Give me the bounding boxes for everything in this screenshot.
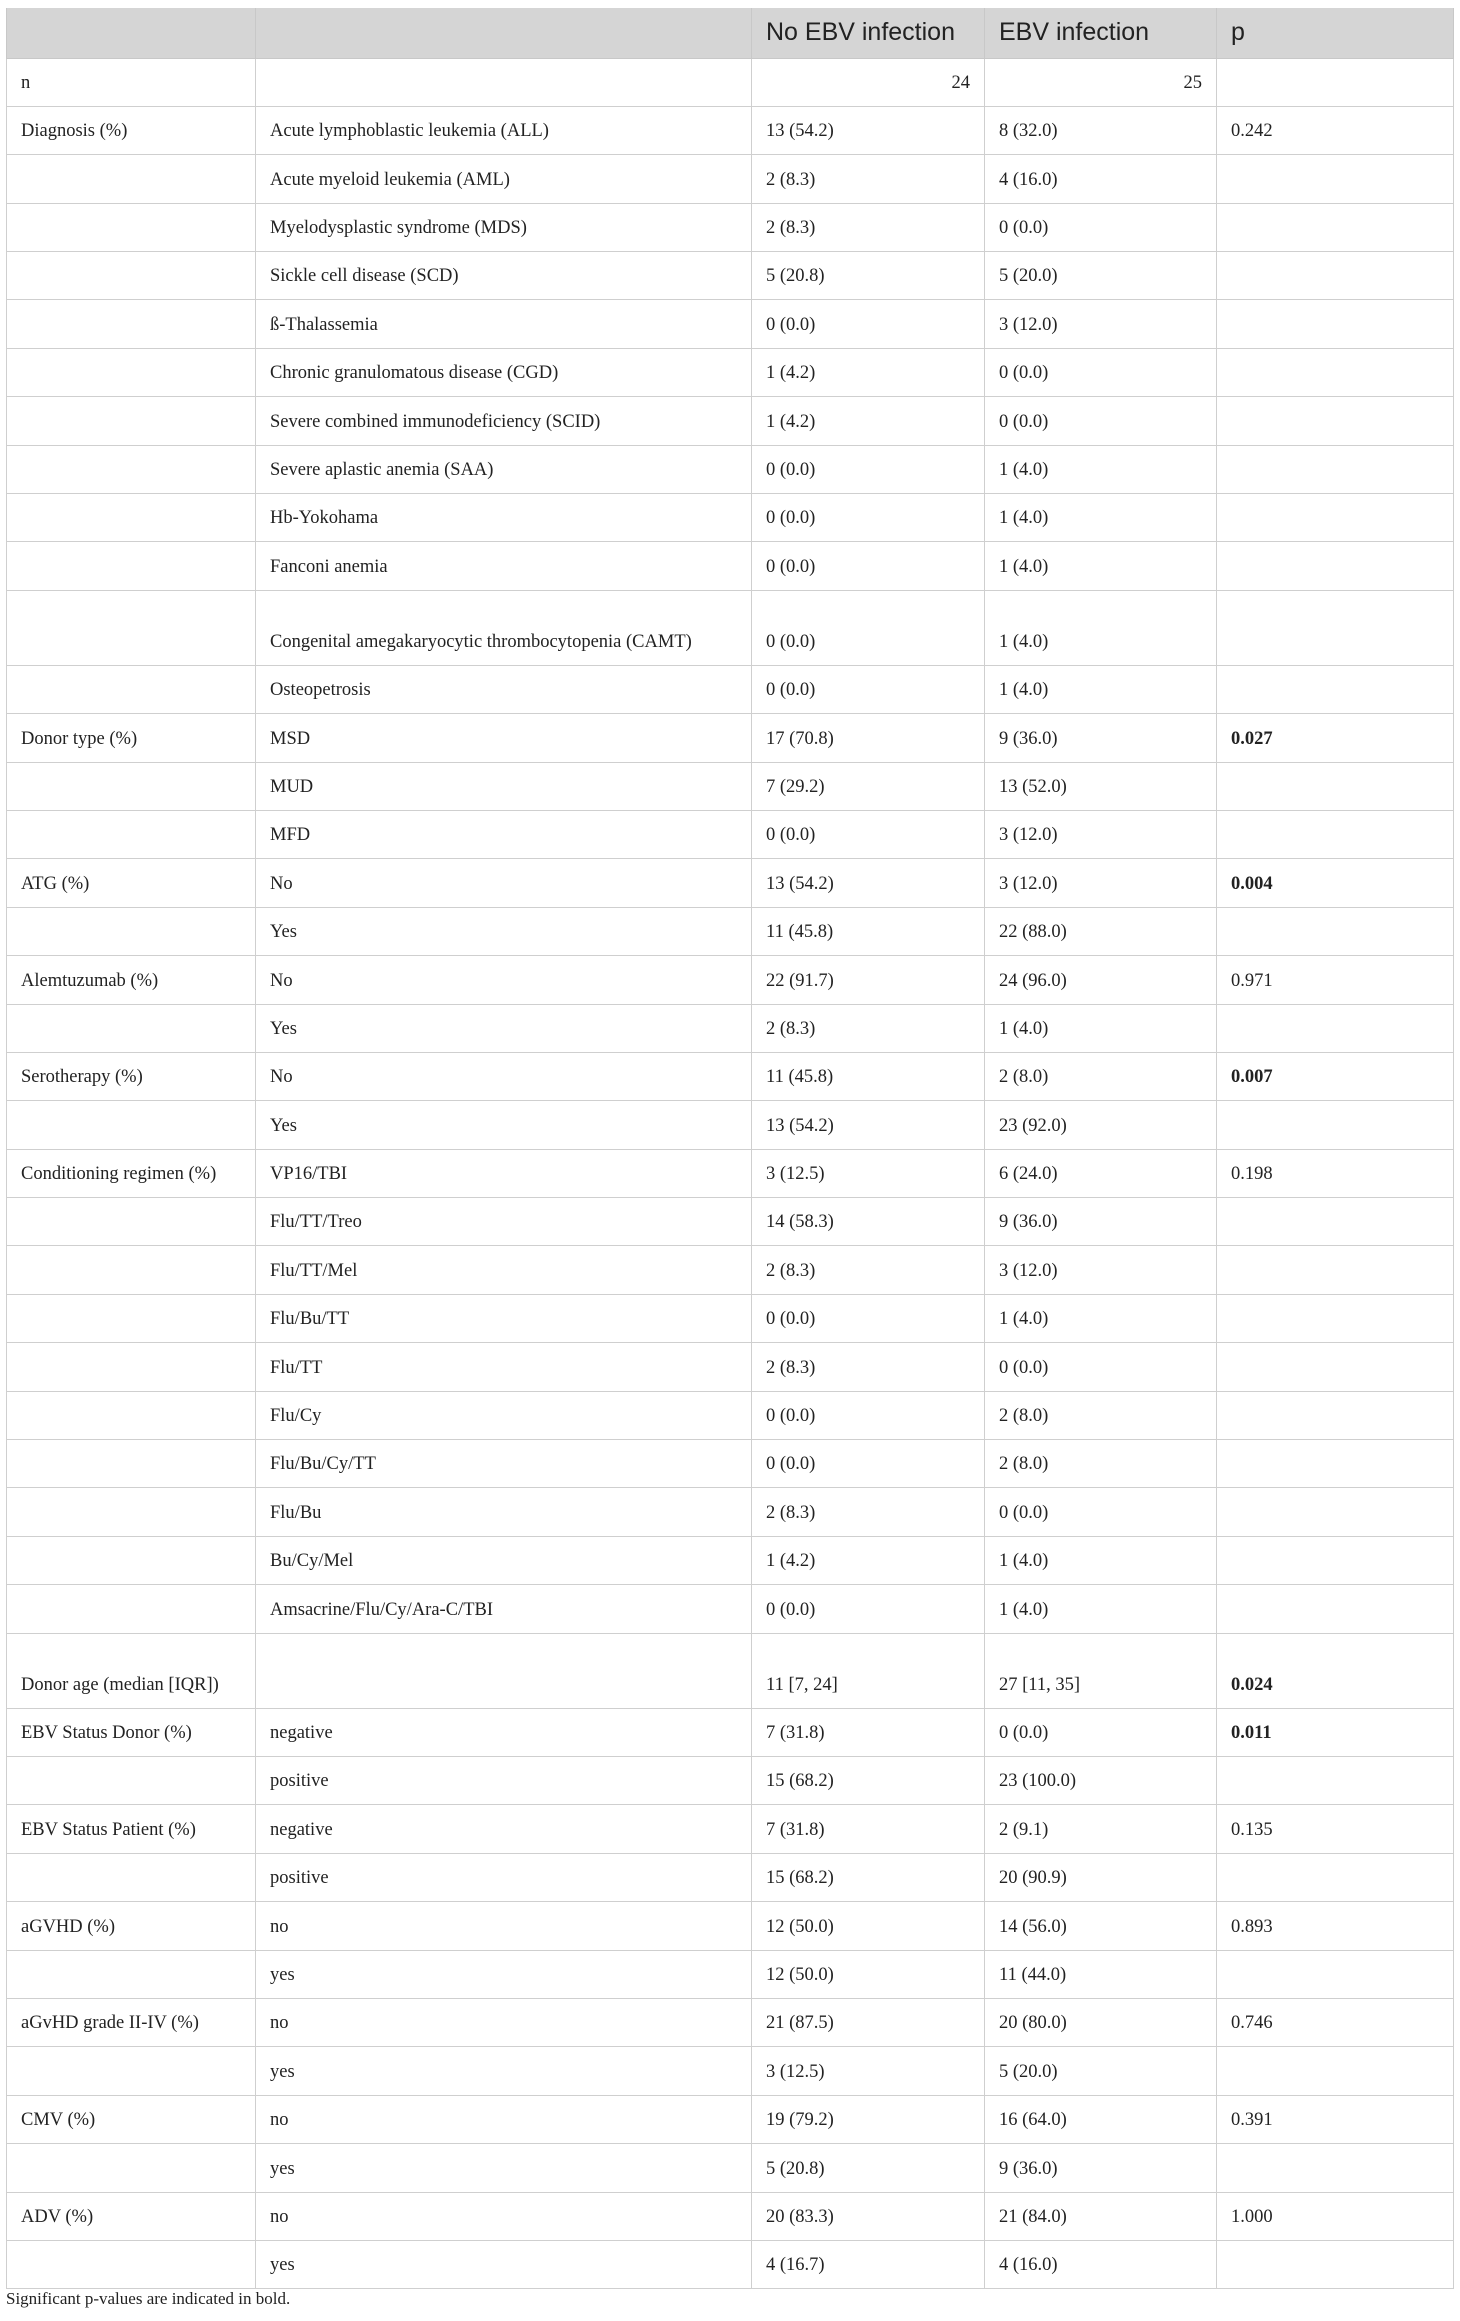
- cell-no-ebv: 11 (45.8): [752, 1052, 985, 1100]
- cell-p-value: 0.007: [1217, 1052, 1454, 1100]
- cell-level: no: [256, 1998, 752, 2046]
- cell-level: Bu/Cy/Mel: [256, 1536, 752, 1584]
- table-row: [7, 1633, 1454, 1708]
- table-row: [7, 762, 1454, 810]
- cell-no-ebv: 4 (16.7): [752, 2240, 985, 2288]
- cell-level: yes: [256, 2240, 752, 2288]
- cell-group: [7, 300, 256, 348]
- cell-ebv: 2 (9.1): [985, 1805, 1217, 1853]
- table-header-row: [7, 8, 1454, 58]
- cell-p-value: [1217, 1391, 1454, 1439]
- cell-group: [7, 1343, 256, 1391]
- cell-ebv: 13 (52.0): [985, 762, 1217, 810]
- cell-level: Flu/Bu: [256, 1488, 752, 1536]
- cell-level: negative: [256, 1708, 752, 1756]
- cell-ebv: 11 (44.0): [985, 1950, 1217, 1998]
- table-row: [7, 203, 1454, 251]
- cell-no-ebv: 2 (8.3): [752, 1246, 985, 1294]
- cell-ebv: 20 (90.9): [985, 1853, 1217, 1901]
- cell-level: MSD: [256, 714, 752, 762]
- table-footnote: Significant p-values are indicated in bold.: [6, 2289, 291, 2308]
- cell-no-ebv: 0 (0.0): [752, 810, 985, 858]
- cell-p-value: 0.391: [1217, 2095, 1454, 2143]
- table-row: [7, 348, 1454, 396]
- cell-no-ebv: 1 (4.2): [752, 1536, 985, 1584]
- table-row: [7, 1101, 1454, 1149]
- cell-no-ebv: 12 (50.0): [752, 1950, 985, 1998]
- table-row: [7, 397, 1454, 445]
- cell-ebv: 4 (16.0): [985, 155, 1217, 203]
- table-row: [7, 106, 1454, 154]
- cell-ebv: 1 (4.0): [985, 542, 1217, 590]
- cell-group: [7, 1950, 256, 1998]
- cell-ebv: 23 (92.0): [985, 1101, 1217, 1149]
- cell-no-ebv: 12 (50.0): [752, 1902, 985, 1950]
- cell-p-value: [1217, 252, 1454, 300]
- cell-no-ebv: 7 (31.8): [752, 1805, 985, 1853]
- table-row: [7, 1052, 1454, 1100]
- cell-group: Diagnosis (%): [7, 106, 256, 154]
- cell-group: Alemtuzumab (%): [7, 956, 256, 1004]
- table-row: [7, 1488, 1454, 1536]
- cell-group: Conditioning regimen (%): [7, 1149, 256, 1197]
- cell-p-value: 0.004: [1217, 859, 1454, 907]
- cell-ebv: 0 (0.0): [985, 1708, 1217, 1756]
- cell-ebv: 2 (8.0): [985, 1440, 1217, 1488]
- cell-no-ebv: 0 (0.0): [752, 665, 985, 713]
- cell-group: [7, 397, 256, 445]
- table-row: [7, 2240, 1454, 2288]
- cell-p-value: [1217, 1488, 1454, 1536]
- table-row: [7, 714, 1454, 762]
- cell-no-ebv: 11 [7, 24]: [752, 1633, 985, 1708]
- table-row: [7, 2144, 1454, 2192]
- cell-no-ebv: 0 (0.0): [752, 1585, 985, 1633]
- cell-ebv: 1 (4.0): [985, 494, 1217, 542]
- table-row: [7, 2095, 1454, 2143]
- cell-no-ebv: 2 (8.3): [752, 155, 985, 203]
- cell-level: positive: [256, 1757, 752, 1805]
- cell-ebv: 1 (4.0): [985, 1536, 1217, 1584]
- cell-level: Osteopetrosis: [256, 665, 752, 713]
- table-row: [7, 1391, 1454, 1439]
- cell-p-value: [1217, 445, 1454, 493]
- cell-ebv: 0 (0.0): [985, 348, 1217, 396]
- cell-p-value: [1217, 1757, 1454, 1805]
- cell-level: yes: [256, 1950, 752, 1998]
- cell-p-value: [1217, 1950, 1454, 1998]
- cell-ebv: 9 (36.0): [985, 714, 1217, 762]
- cell-ebv: 6 (24.0): [985, 1149, 1217, 1197]
- cell-group: [7, 1853, 256, 1901]
- cell-ebv: 0 (0.0): [985, 397, 1217, 445]
- cell-no-ebv: 0 (0.0): [752, 1391, 985, 1439]
- cell-level: Flu/Bu/TT: [256, 1294, 752, 1342]
- table-row: [7, 1294, 1454, 1342]
- cell-level: yes: [256, 2144, 752, 2192]
- cell-p-value: 0.971: [1217, 956, 1454, 1004]
- cell-ebv: 1 (4.0): [985, 1294, 1217, 1342]
- table-row: [7, 1004, 1454, 1052]
- cell-ebv: 5 (20.0): [985, 2047, 1217, 2095]
- table-row: [7, 1585, 1454, 1633]
- table-row: [7, 155, 1454, 203]
- cell-no-ebv: 0 (0.0): [752, 1294, 985, 1342]
- cell-ebv: 8 (32.0): [985, 106, 1217, 154]
- cell-no-ebv: 3 (12.5): [752, 2047, 985, 2095]
- table-row: [7, 590, 1454, 665]
- cell-ebv: 1 (4.0): [985, 445, 1217, 493]
- cell-no-ebv: 19 (79.2): [752, 2095, 985, 2143]
- table-row: [7, 1198, 1454, 1246]
- cell-no-ebv: 15 (68.2): [752, 1757, 985, 1805]
- cell-p-value: 0.024: [1217, 1633, 1454, 1708]
- table-row: [7, 1902, 1454, 1950]
- cell-ebv: 5 (20.0): [985, 252, 1217, 300]
- cell-group: [7, 1004, 256, 1052]
- cell-ebv: 0 (0.0): [985, 1488, 1217, 1536]
- cell-no-ebv: 0 (0.0): [752, 300, 985, 348]
- cell-group: [7, 1198, 256, 1246]
- cell-no-ebv: 13 (54.2): [752, 1101, 985, 1149]
- cell-level: Sickle cell disease (SCD): [256, 252, 752, 300]
- n-label: n: [7, 58, 256, 106]
- cell-ebv: 23 (100.0): [985, 1757, 1217, 1805]
- table-row: [7, 665, 1454, 713]
- cell-level: No: [256, 859, 752, 907]
- cell-no-ebv: 14 (58.3): [752, 1198, 985, 1246]
- cell-p-value: [1217, 2144, 1454, 2192]
- cell-no-ebv: 0 (0.0): [752, 494, 985, 542]
- cell-ebv: 9 (36.0): [985, 2144, 1217, 2192]
- cell-group: Donor age (median [IQR]): [7, 1633, 256, 1708]
- cell-ebv: 1 (4.0): [985, 1585, 1217, 1633]
- cell-group: [7, 1488, 256, 1536]
- cell-ebv: 0 (0.0): [985, 203, 1217, 251]
- cell-group: [7, 590, 256, 665]
- cell-no-ebv: 1 (4.2): [752, 348, 985, 396]
- cell-ebv: 0 (0.0): [985, 1343, 1217, 1391]
- cell-level: yes: [256, 2047, 752, 2095]
- header-ebv-infection: EBV infection: [985, 8, 1217, 58]
- cell-level: Congenital amegakaryocytic thrombocytopenia (CAMT): [256, 590, 752, 665]
- cell-p-value: [1217, 2047, 1454, 2095]
- cell-ebv: 1 (4.0): [985, 665, 1217, 713]
- cell-p-value: [1217, 665, 1454, 713]
- cell-p-value: [1217, 1004, 1454, 1052]
- cell-no-ebv: 2 (8.3): [752, 1343, 985, 1391]
- cell-level: MUD: [256, 762, 752, 810]
- cell-no-ebv: 2 (8.3): [752, 1488, 985, 1536]
- cell-ebv: 22 (88.0): [985, 907, 1217, 955]
- cell-level: Severe combined immunodeficiency (SCID): [256, 397, 752, 445]
- cell-ebv: 3 (12.0): [985, 810, 1217, 858]
- cell-no-ebv: 7 (29.2): [752, 762, 985, 810]
- table-row: [7, 2047, 1454, 2095]
- cell-no-ebv: 22 (91.7): [752, 956, 985, 1004]
- cell-level: MFD: [256, 810, 752, 858]
- cell-level: Amsacrine/Flu/Cy/Ara-C/TBI: [256, 1585, 752, 1633]
- header-level: [256, 8, 752, 58]
- cell-p-value: [1217, 542, 1454, 590]
- cell-group: [7, 1440, 256, 1488]
- cell-no-ebv: 2 (8.3): [752, 203, 985, 251]
- cell-level: Flu/Cy: [256, 1391, 752, 1439]
- cell-group: [7, 810, 256, 858]
- table-row: [7, 907, 1454, 955]
- cell-p-value: 0.011: [1217, 1708, 1454, 1756]
- cell-level: Flu/TT/Treo: [256, 1198, 752, 1246]
- cell-p-value: 0.198: [1217, 1149, 1454, 1197]
- cell-no-ebv: 21 (87.5): [752, 1998, 985, 2046]
- table-row: [7, 2192, 1454, 2240]
- cell-p-value: [1217, 762, 1454, 810]
- table-row: [7, 1440, 1454, 1488]
- cell-group: ATG (%): [7, 859, 256, 907]
- cell-ebv: 1 (4.0): [985, 1004, 1217, 1052]
- n-no-ebv: 24: [752, 58, 985, 106]
- cell-no-ebv: 15 (68.2): [752, 1853, 985, 1901]
- cell-p-value: [1217, 1198, 1454, 1246]
- cell-group: EBV Status Patient (%): [7, 1805, 256, 1853]
- cell-p-value: [1217, 907, 1454, 955]
- cell-p-value: 0.027: [1217, 714, 1454, 762]
- characteristics-table-container: [6, 8, 1453, 2289]
- table-row: [7, 810, 1454, 858]
- table-row: [7, 1998, 1454, 2046]
- cell-no-ebv: 5 (20.8): [752, 2144, 985, 2192]
- cell-ebv: 3 (12.0): [985, 300, 1217, 348]
- table-row: [7, 494, 1454, 542]
- cell-no-ebv: 13 (54.2): [752, 859, 985, 907]
- cell-group: [7, 762, 256, 810]
- cell-level: positive: [256, 1853, 752, 1901]
- cell-level: Flu/TT/Mel: [256, 1246, 752, 1294]
- cell-level: VP16/TBI: [256, 1149, 752, 1197]
- cell-no-ebv: 3 (12.5): [752, 1149, 985, 1197]
- cell-group: [7, 1391, 256, 1439]
- cell-level: No: [256, 1052, 752, 1100]
- cell-ebv: 2 (8.0): [985, 1052, 1217, 1100]
- cell-group: [7, 1585, 256, 1633]
- cell-group: [7, 907, 256, 955]
- cell-ebv: 24 (96.0): [985, 956, 1217, 1004]
- header-variable: [7, 8, 256, 58]
- cell-ebv: 21 (84.0): [985, 2192, 1217, 2240]
- characteristics-table: [6, 8, 1454, 2289]
- cell-group: [7, 542, 256, 590]
- cell-group: [7, 252, 256, 300]
- cell-group: [7, 494, 256, 542]
- table-row: [7, 1343, 1454, 1391]
- cell-p-value: [1217, 1853, 1454, 1901]
- table-body: [7, 58, 1454, 2289]
- cell-level: Myelodysplastic syndrome (MDS): [256, 203, 752, 251]
- cell-p-value: [1217, 397, 1454, 445]
- cell-group: EBV Status Donor (%): [7, 1708, 256, 1756]
- cell-no-ebv: 0 (0.0): [752, 542, 985, 590]
- cell-no-ebv: 1 (4.2): [752, 397, 985, 445]
- table-row: [7, 1536, 1454, 1584]
- cell-group: ADV (%): [7, 2192, 256, 2240]
- cell-level: Flu/TT: [256, 1343, 752, 1391]
- cell-no-ebv: 0 (0.0): [752, 445, 985, 493]
- cell-p-value: [1217, 348, 1454, 396]
- cell-group: [7, 445, 256, 493]
- cell-ebv: 3 (12.0): [985, 1246, 1217, 1294]
- cell-level: no: [256, 2192, 752, 2240]
- cell-ebv: 9 (36.0): [985, 1198, 1217, 1246]
- cell-level: [256, 1633, 752, 1708]
- table-row-n: [7, 58, 1454, 106]
- cell-p-value: [1217, 1440, 1454, 1488]
- cell-level: no: [256, 1902, 752, 1950]
- cell-p-value: [1217, 155, 1454, 203]
- cell-p-value: [1217, 1343, 1454, 1391]
- n-level-empty: [256, 58, 752, 106]
- cell-p-value: 0.242: [1217, 106, 1454, 154]
- table-row: [7, 1246, 1454, 1294]
- cell-p-value: [1217, 810, 1454, 858]
- cell-ebv: 14 (56.0): [985, 1902, 1217, 1950]
- cell-no-ebv: 0 (0.0): [752, 590, 985, 665]
- cell-group: [7, 203, 256, 251]
- cell-group: [7, 2047, 256, 2095]
- cell-group: [7, 2144, 256, 2192]
- cell-level: no: [256, 2095, 752, 2143]
- table-row: [7, 1149, 1454, 1197]
- cell-level: Acute myeloid leukemia (AML): [256, 155, 752, 203]
- cell-p-value: [1217, 1101, 1454, 1149]
- table-row: [7, 252, 1454, 300]
- cell-ebv: 4 (16.0): [985, 2240, 1217, 2288]
- table-row: [7, 445, 1454, 493]
- n-p-empty: [1217, 58, 1454, 106]
- cell-p-value: [1217, 590, 1454, 665]
- cell-group: Serotherapy (%): [7, 1052, 256, 1100]
- cell-group: [7, 665, 256, 713]
- cell-p-value: [1217, 1246, 1454, 1294]
- cell-p-value: 0.135: [1217, 1805, 1454, 1853]
- header-no-ebv-infection: No EBV infection: [752, 8, 985, 58]
- cell-level: Severe aplastic anemia (SAA): [256, 445, 752, 493]
- cell-level: ß-Thalassemia: [256, 300, 752, 348]
- cell-level: Acute lymphoblastic leukemia (ALL): [256, 106, 752, 154]
- cell-group: [7, 1536, 256, 1584]
- cell-no-ebv: 0 (0.0): [752, 1440, 985, 1488]
- cell-no-ebv: 5 (20.8): [752, 252, 985, 300]
- cell-level: Fanconi anemia: [256, 542, 752, 590]
- cell-p-value: 0.746: [1217, 1998, 1454, 2046]
- cell-group: [7, 1101, 256, 1149]
- cell-no-ebv: 17 (70.8): [752, 714, 985, 762]
- cell-group: [7, 1294, 256, 1342]
- cell-group: aGvHD grade II-IV (%): [7, 1998, 256, 2046]
- table-row: [7, 300, 1454, 348]
- cell-group: [7, 1757, 256, 1805]
- cell-no-ebv: 20 (83.3): [752, 2192, 985, 2240]
- cell-level: Hb-Yokohama: [256, 494, 752, 542]
- header-p-value: p: [1217, 8, 1454, 58]
- cell-p-value: [1217, 1294, 1454, 1342]
- cell-ebv: 16 (64.0): [985, 2095, 1217, 2143]
- cell-p-value: [1217, 300, 1454, 348]
- cell-group: [7, 155, 256, 203]
- table-row: [7, 542, 1454, 590]
- table-row: [7, 1853, 1454, 1901]
- cell-ebv: 1 (4.0): [985, 590, 1217, 665]
- cell-level: Yes: [256, 1004, 752, 1052]
- table-row: [7, 1805, 1454, 1853]
- cell-group: CMV (%): [7, 2095, 256, 2143]
- cell-p-value: [1217, 1536, 1454, 1584]
- table-row: [7, 1708, 1454, 1756]
- cell-p-value: [1217, 1585, 1454, 1633]
- cell-ebv: 20 (80.0): [985, 1998, 1217, 2046]
- table-row: [7, 956, 1454, 1004]
- cell-group: aGVHD (%): [7, 1902, 256, 1950]
- cell-ebv: 27 [11, 35]: [985, 1633, 1217, 1708]
- cell-level: Yes: [256, 907, 752, 955]
- cell-p-value: 0.893: [1217, 1902, 1454, 1950]
- n-ebv: 25: [985, 58, 1217, 106]
- cell-group: [7, 2240, 256, 2288]
- cell-level: Yes: [256, 1101, 752, 1149]
- table-row: [7, 1757, 1454, 1805]
- cell-group: Donor type (%): [7, 714, 256, 762]
- cell-level: Chronic granulomatous disease (CGD): [256, 348, 752, 396]
- cell-ebv: 2 (8.0): [985, 1391, 1217, 1439]
- cell-level: No: [256, 956, 752, 1004]
- cell-p-value: 1.000: [1217, 2192, 1454, 2240]
- cell-group: [7, 348, 256, 396]
- cell-group: [7, 1246, 256, 1294]
- cell-level: Flu/Bu/Cy/TT: [256, 1440, 752, 1488]
- cell-no-ebv: 13 (54.2): [752, 106, 985, 154]
- cell-level: negative: [256, 1805, 752, 1853]
- table-row: [7, 859, 1454, 907]
- cell-ebv: 3 (12.0): [985, 859, 1217, 907]
- cell-p-value: [1217, 494, 1454, 542]
- cell-no-ebv: 11 (45.8): [752, 907, 985, 955]
- cell-no-ebv: 2 (8.3): [752, 1004, 985, 1052]
- cell-p-value: [1217, 203, 1454, 251]
- cell-p-value: [1217, 2240, 1454, 2288]
- cell-no-ebv: 7 (31.8): [752, 1708, 985, 1756]
- table-row: [7, 1950, 1454, 1998]
